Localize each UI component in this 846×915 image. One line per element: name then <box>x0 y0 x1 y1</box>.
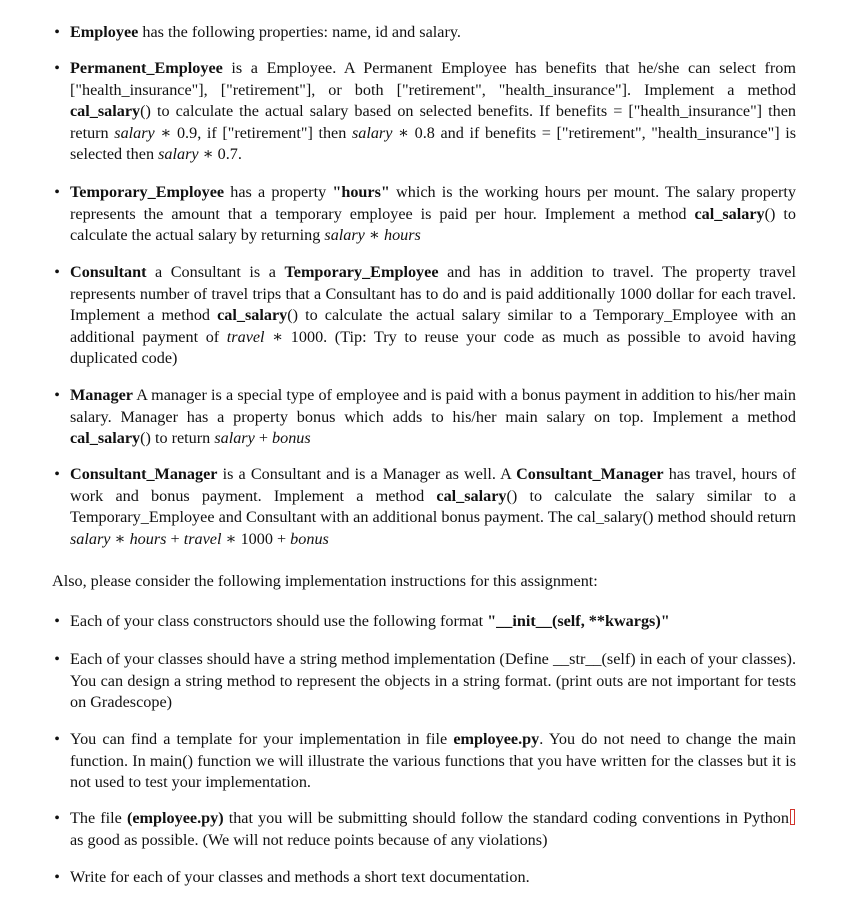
instruction-text-run: "__init__(self, **kwargs)" <box>487 612 670 630</box>
instruction-text-run: Write for each of your classes and methods a short text documentation. <box>70 868 530 886</box>
class-description-text-run: Temporary_Employee <box>70 183 225 201</box>
class-description-item <box>0 58 846 166</box>
class-description-text-run: and has in addition to travel. The property travel represents number of travel trips that a Consultant has to do and is paid additionally 1000 dollar for each travel. Implement a method <box>70 263 796 325</box>
class-description-text-run: ∗ 1000 + <box>221 529 291 548</box>
class-description-text-run: () to calculate the actual salary by returning <box>70 204 796 245</box>
class-description-text-run: "hours" <box>332 183 390 201</box>
class-description-text-run: salary <box>214 429 255 448</box>
class-description-text-run: Consultant_Manager <box>70 465 218 483</box>
instruction-item <box>0 611 846 633</box>
class-description-text-run: ∗ <box>364 226 384 245</box>
class-description-text-run: salary <box>351 123 393 142</box>
bullet-icon: • <box>54 24 60 41</box>
class-description-text-run: bonus <box>290 529 329 548</box>
class-description-text-run: salary <box>114 123 155 142</box>
class-description-text-run: is a Employee. A Permanent Employee has benefits that he/she can select from ["health_insurance"], ["retirement"], or both ["retirement", "health_insurance"]. Implement a method <box>70 59 796 99</box>
class-description-text-run: travel <box>226 327 265 346</box>
class-description-text-run: has a property <box>224 183 333 201</box>
class-description-text-run: ∗ 0.9, if ["retirement"] then <box>154 123 352 142</box>
bullet-icon: • <box>54 869 60 886</box>
instruction-text-run: Each of your class constructors should use the following format <box>70 612 488 630</box>
instruction-text-run: . You do not need to change the main function. In main() function we will illustrate the various functions that you have written for the classes but it is not used to test your implementation. <box>70 730 796 792</box>
class-description-text-run: is a Consultant and is a Manager as well. A <box>217 465 517 483</box>
instruction-text-run: You can find a template for your implementation in file <box>70 730 454 748</box>
class-description-text-run: salary <box>70 529 111 548</box>
class-description-item <box>0 22 846 44</box>
text-cursor-icon <box>790 809 795 825</box>
bullet-icon: • <box>54 810 60 827</box>
class-description-text-run: A manager is a special type of employee and is paid with a bonus payment in addition to his/her main salary. Manager has a property bonus which adds to his/her main salary on top. Implement a method <box>70 386 796 426</box>
class-description-text-run: ∗ 0.8 and if benefits = ["retirement", "health_insurance"] is selected then <box>70 123 796 164</box>
class-description-text-run: travel <box>183 529 222 548</box>
bullet-icon: • <box>54 60 60 77</box>
instructions-intro: Also, please consider the following implementation instructions for this assignment: <box>52 572 598 590</box>
instruction-item <box>0 649 846 714</box>
bullet-icon: • <box>54 264 60 281</box>
class-description-text-run: () to calculate the salary similar to a Temporary_Employee and Consultant with an additional bonus payment. The cal_salary() method should return <box>70 486 796 527</box>
class-description-text-run: () to calculate the actual salary similar to a Temporary_Employee with an additional payment of <box>70 306 796 346</box>
class-description-text-run: cal_salary <box>70 102 141 121</box>
class-description-text-run: ∗ <box>110 529 130 548</box>
class-description-text-run: which is the working hours per mount. The salary property represents the amount that a temporary employee is paid per hour. Implement a method <box>70 183 796 223</box>
class-description-text-run: ∗ 1000. (Tip: Try to reuse your code as much as possible to avoid having duplicated code) <box>70 327 796 368</box>
instruction-item <box>0 867 846 889</box>
class-description-text-run: Consultant <box>70 263 147 281</box>
class-description-text-run: Consultant_Manager <box>516 465 664 483</box>
class-description-text-run: has the following properties: name, id and salary. <box>138 23 461 41</box>
instruction-item <box>0 808 846 851</box>
bullet-icon: • <box>54 466 60 483</box>
class-description-text-run: cal_salary <box>217 306 288 325</box>
class-description-text-run: () to calculate the actual salary based on selected benefits. If benefits = ["health_insurance"] then return <box>70 102 796 142</box>
class-description-text-run: cal_salary <box>436 486 507 505</box>
class-description-text-run: a Consultant is a <box>146 263 285 281</box>
class-description-text-run: Employee <box>70 23 139 41</box>
instruction-text-run: that you will be submitting should follow the standard coding conventions in Python <box>223 809 789 827</box>
bullet-icon: • <box>54 613 60 630</box>
bullet-icon: • <box>54 731 60 748</box>
class-description-text-run: cal_salary <box>70 429 141 448</box>
class-description-item <box>0 464 846 550</box>
instruction-text-run: (employee.py) <box>126 809 224 827</box>
bullet-icon: • <box>54 184 60 201</box>
class-description-text-run: salary <box>158 145 199 164</box>
instruction-text-run: The file <box>70 809 127 827</box>
bullet-icon: • <box>54 651 60 668</box>
class-description-text-run: has travel, hours of work and bonus payment. Implement a method <box>70 465 796 505</box>
class-description-text-run: hours <box>383 226 421 245</box>
class-description-text-run: bonus <box>272 429 311 448</box>
class-description-item <box>0 182 846 247</box>
class-description-text-run: Permanent_Employee <box>70 59 223 77</box>
class-description-text-run: hours <box>129 529 167 548</box>
class-description-text-run: + <box>166 529 184 548</box>
class-description-text-run: ∗ 0.7. <box>198 145 242 164</box>
class-description-text-run: cal_salary <box>694 204 765 223</box>
class-description-item <box>0 262 846 370</box>
class-description-item <box>0 385 846 450</box>
class-description-text-run: Manager <box>70 386 133 404</box>
instruction-text-run: employee.py <box>453 730 540 748</box>
instruction-item <box>0 729 846 794</box>
bullet-icon: • <box>54 387 60 404</box>
class-description-text-run: salary <box>324 226 365 245</box>
class-description-text-run: + <box>254 429 273 448</box>
instruction-text-run: as good as possible. (We will not reduce points because of any violations) <box>70 830 548 849</box>
class-description-text-run: Temporary_Employee <box>284 263 439 281</box>
class-description-text-run: () to return <box>140 429 215 448</box>
instruction-text-run: Each of your classes should have a string method implementation (Define __str__(self) in each of your classes). You can design a string method to represent the objects in a string format. (print outs are not important for tests on Gradescope) <box>70 650 796 712</box>
